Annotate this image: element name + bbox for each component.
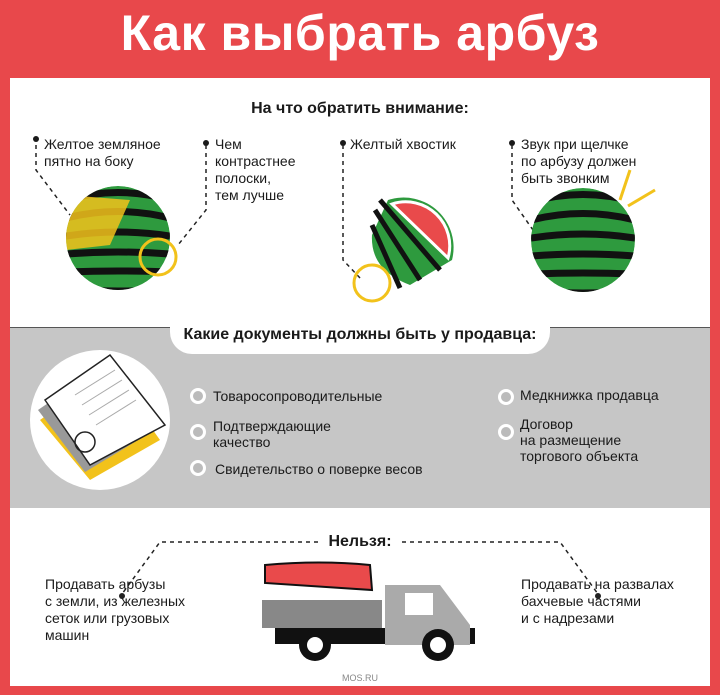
forbidden-heading: Нельзя: [328,533,392,550]
page-title: Как выбрать арбуз [120,5,600,61]
doc-item: Подтверждающие качество [213,418,331,450]
documents-heading: Какие документы должны быть у продавца: [183,326,537,343]
forbidden-right: Продавать на развалах бахчевые частями и с надрезами [521,576,674,626]
tip-stripes: Чем контрастнее полоски, тем лучше [215,136,296,203]
forbidden-left: Продавать арбузы с земли, из железных сеток или грузовых машин [45,576,186,643]
tip-yellow-tail: Желтый хвостик [350,136,456,152]
tip-sound: Звук при щелчке по арбузу должен быть звонким [521,136,637,186]
doc-item: Свидетельство о поверке весов [215,461,423,477]
doc-item: Товаросопроводительные [213,388,383,404]
footer-logo: MOS.RU [342,673,378,683]
attention-heading: На что обратить внимание: [251,100,469,117]
doc-item: Медкнижка продавца [520,387,659,403]
tip-yellow-spot: Желтое земляное пятно на боку [44,136,161,169]
doc-item: Договор на размещение торгового объекта [520,416,639,464]
